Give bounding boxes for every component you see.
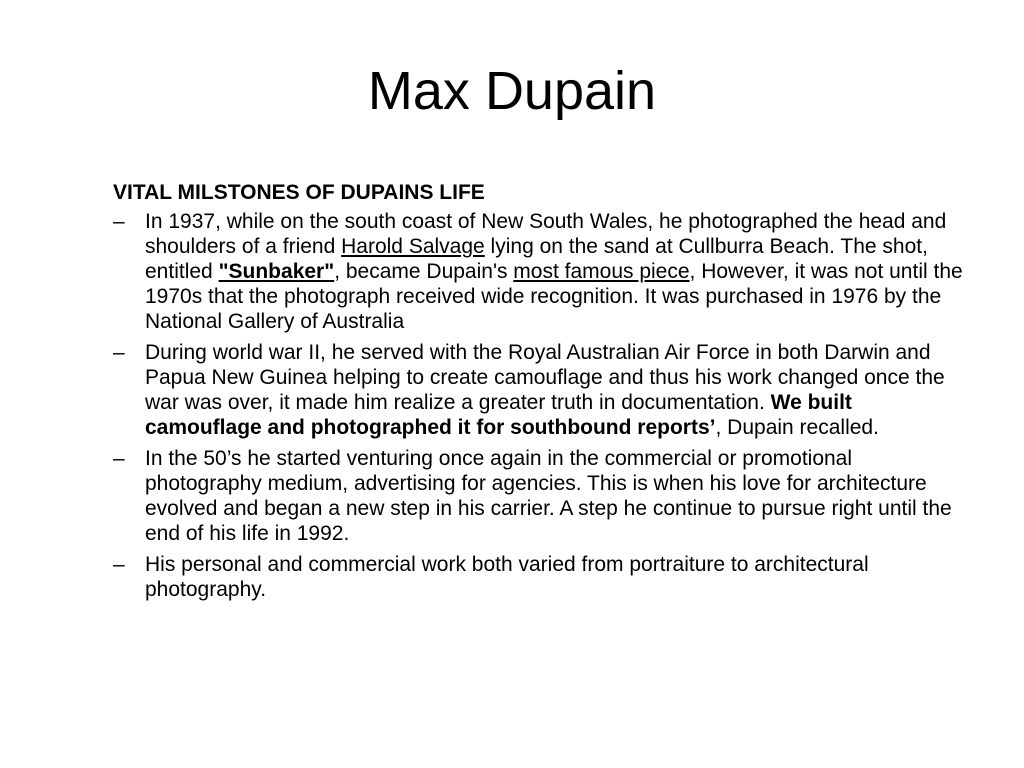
bullet-text: In the 50’s he started venturing once again in the commercial or promotional photography medium, advertising for agencies. This is when his love for architecture evolved and began a new step in his carrier. A step he continue to pursue right until the end of his life in 1992. <box>145 447 952 545</box>
most-famous-piece-link[interactable]: most famous piece <box>513 260 690 283</box>
bullet-text: His personal and commercial work both varied from portraiture to architectural photography. <box>145 553 869 601</box>
bullet-item-1950s-commercial <box>113 446 973 546</box>
bullet-list <box>113 209 973 602</box>
dash-bullet: – <box>113 447 125 470</box>
harold-salvage-link[interactable]: Harold Salvage <box>341 235 485 258</box>
slide-title: Max Dupain <box>367 61 657 121</box>
bullet-text: , Dupain recalled. <box>715 416 879 439</box>
bullet-item-world-war-ii <box>113 340 973 440</box>
bullet-text: During world war II, he served with the Royal Australian Air Force in both Darwin and Papua New Guinea helping to create camouflage and thus his work changed once the war was over, it made him realize a greater truth in documentation. <box>145 341 945 414</box>
dash-bullet: – <box>113 341 125 364</box>
bullet-item-personal-commercial <box>113 552 973 602</box>
dash-bullet: – <box>113 553 125 576</box>
sunbaker-link[interactable]: "Sunbaker" <box>218 260 335 283</box>
bullet-text: , However, it was not until the 1970s that the photograph received wide recognition. It was purchased in 1976 by the National Gallery of Australia <box>145 260 963 333</box>
bullet-item-1937-sunbaker <box>113 209 973 334</box>
bullet-text: , became Dupain's <box>334 260 514 283</box>
bullet-text: lying on the sand at Cullburra Beach. The shot, entitled <box>145 235 928 283</box>
slide-body <box>113 180 973 608</box>
dash-bullet: – <box>113 210 125 233</box>
section-heading: VITAL MILSTONES OF DUPAINS LIFE <box>113 181 485 204</box>
camouflage-quote: We built camouflage and photographed it for southbound reports’ <box>145 391 852 439</box>
bullet-text: In 1937, while on the south coast of New South Wales, he photographed the head and shoulders of a friend <box>145 210 947 258</box>
